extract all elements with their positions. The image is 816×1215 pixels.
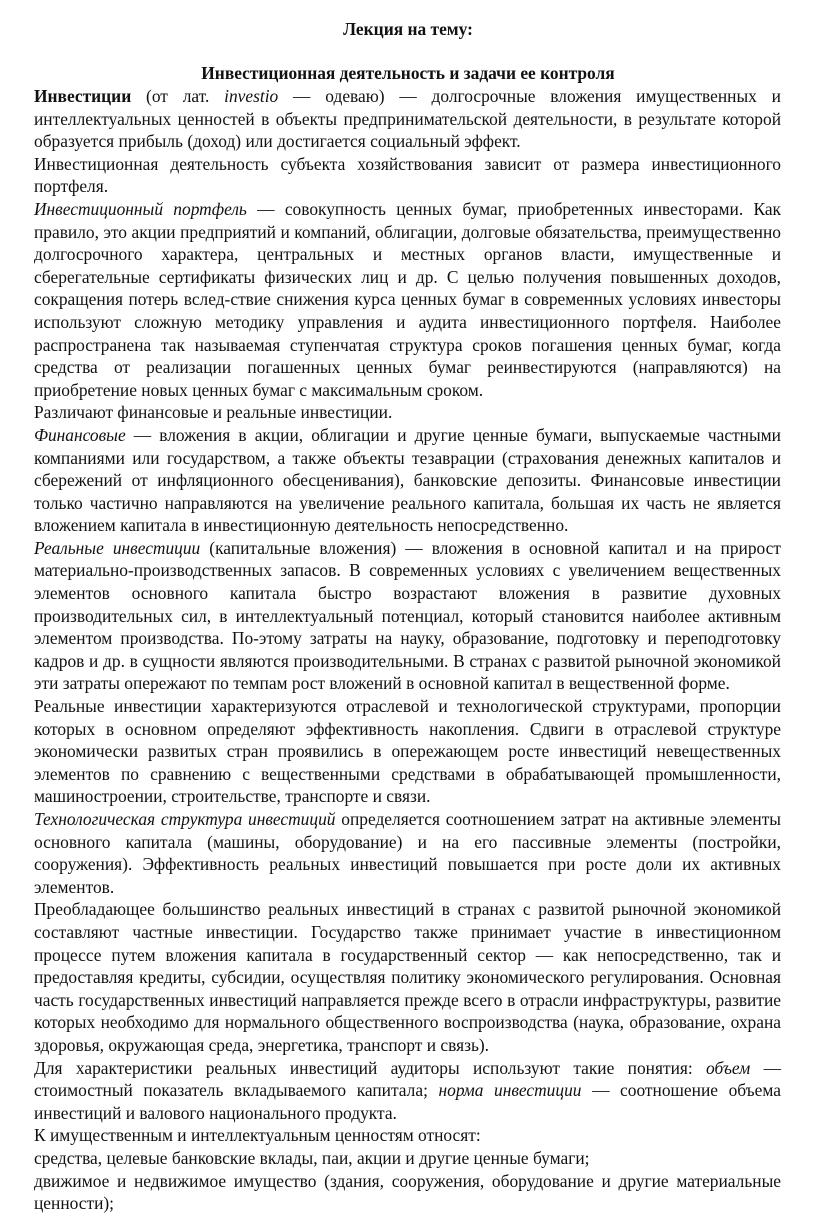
paragraph-investments: Инвестиции (от лат. investio — одеваю) — долгосрочные вложения имущественных и интеллектуальных ценностей в объекты предпринимательской деятельности, в результате которой образуется прибыль (доход) или достигается социальный эффект. <box>34 86 781 152</box>
term-portfolio: Инвестиционный портфель <box>34 198 247 219</box>
term-real: Реальные инвестиции <box>34 537 201 558</box>
paragraph-tech-structure: Технологическая структура инвестиций определяется соотношением затрат на активные элементы основного капитала (машины, оборудование) и на его пассивные элементы (постройки, сооружения). Эффективность реальных инвестиций повышается при росте доли их активных элементов. <box>34 809 781 897</box>
paragraph-real: Реальные инвестиции (капитальные вложения) — вложения в основной капитал и на прирост материально-производственных запасов. В современных условиях с увеличением вещественных элементов основного капитала быстро возрастают вложения в развитие духовных производительных сил, в интеллектуальный потенциал, который становится наиболее активным элементом производства. По-этому затраты на науку, образование, подготовку и переподготовку кадров и др. в сущности являются производительными. В странах с развитой рыночной экономикой эти затраты опережают по темпам рост вложений в основной капитал в вещественной форме. <box>34 537 781 694</box>
document-body <box>34 85 781 1215</box>
latin-term: investio <box>224 86 279 106</box>
paragraph-portfolio: Инвестиционный портфель — совокупность ценных бумаг, приобретенных инвесторами. Как правило, это акции предприятий и компаний, облигации, долговые обязательства, преимущественно долгосрочного характера, центральных и местных органов власти, имущественные и сберегательные сертификаты физических лиц и др. С целью получения повышенных доходов, сокращения потерь вслед-ствие снижения курса ценных бумаг в современных условиях инвесторы используют сложную методику управления и аудита инвестиционного портфеля. Наиболее распространена так называемая ступенчатая структура сроков погашения ценных бумаг, когда средства от реализации погашенных ценных бумаг реинвестируются (направляются) на приобретение новых ценных бумаг с максимальным сроком. <box>34 198 782 400</box>
paragraph-characteristics: Для характеристики реальных инвестиций аудиторы используют такие понятия: объем — стоимостный показатель вкладываемого капитала; норма инвестиции — соотношение объема инвестиций и валового национального продукта. <box>34 1057 781 1123</box>
paragraph-private: Преобладающее большинство реальных инвестиций в странах с развитой рыночной экономикой составляют частные инвестиции. Государство также принимает участие в инвестиционном процессе путем вложения капитала в государственный сектор — как непосредственно, так и предоставляя кредиты, субсидии, осуществляя политику экономического регулирования. Основная часть государственных инвестиций направляется прежде всего в отрасли инфраструктуры, развитие которых необходимо для нормального общественного воспроизводства (наука, образование, охрана здоровья, окружающая среда, энергетика, транспорт и связь). <box>34 899 781 1055</box>
list-item: движимое и недвижимое имущество (здания, сооружения, оборудование и другие материальные ценности); <box>34 1170 781 1214</box>
paragraph-financial: Финансовые — вложения в акции, облигации и другие ценные бумаги, выпускаемые частными компаниями или государством, а также объекты тезаврации (страхования денежных капиталов и сбережений от инфляционного обесценивания), банковские депозиты. Финансовые инвестиции только частично направляются на увеличение реального капитала, большая их часть не является вложением капитала в инвестиционную деятельность непосредственно. <box>34 424 781 536</box>
page-title: Инвестиционная деятельность и задачи ее контроля <box>201 62 615 83</box>
term-rate: норма инвестиции <box>438 1080 582 1101</box>
paragraph-structure: Реальные инвестиции характеризуются отраслевой и технологической структурами, пропорции которых в основном определяют эффективность накопления. Сдвиги в отраслевой структуре экономически развитых стран проявились в опережающем росте инвестиций невещественных элементов по сравнению с вещественными средствами в обрабатывающей промышленности, машиностроении, строительстве, транспорте и связи. <box>34 696 781 807</box>
paragraph-investment-activity: Инвестиционная деятельность субъекта хозяйствования зависит от размера инвестиционного портфеля. <box>34 153 781 197</box>
paragraph-types: Различают финансовые и реальные инвестиции. <box>34 402 393 423</box>
term-tech-structure: Технологическая структура инвестиций <box>34 809 336 829</box>
lecture-label: Лекция на тему: <box>343 19 473 39</box>
term-financial: Финансовые <box>34 424 126 445</box>
paragraph-values-intro: К имущественным и интеллектуальным ценностям относят: <box>34 1125 481 1146</box>
term-volume: объем <box>706 1057 751 1078</box>
list-item: средства, целевые банковские вклады, паи, акции и другие ценные бумаги; <box>34 1147 590 1168</box>
term-investments: Инвестиции <box>34 86 132 106</box>
